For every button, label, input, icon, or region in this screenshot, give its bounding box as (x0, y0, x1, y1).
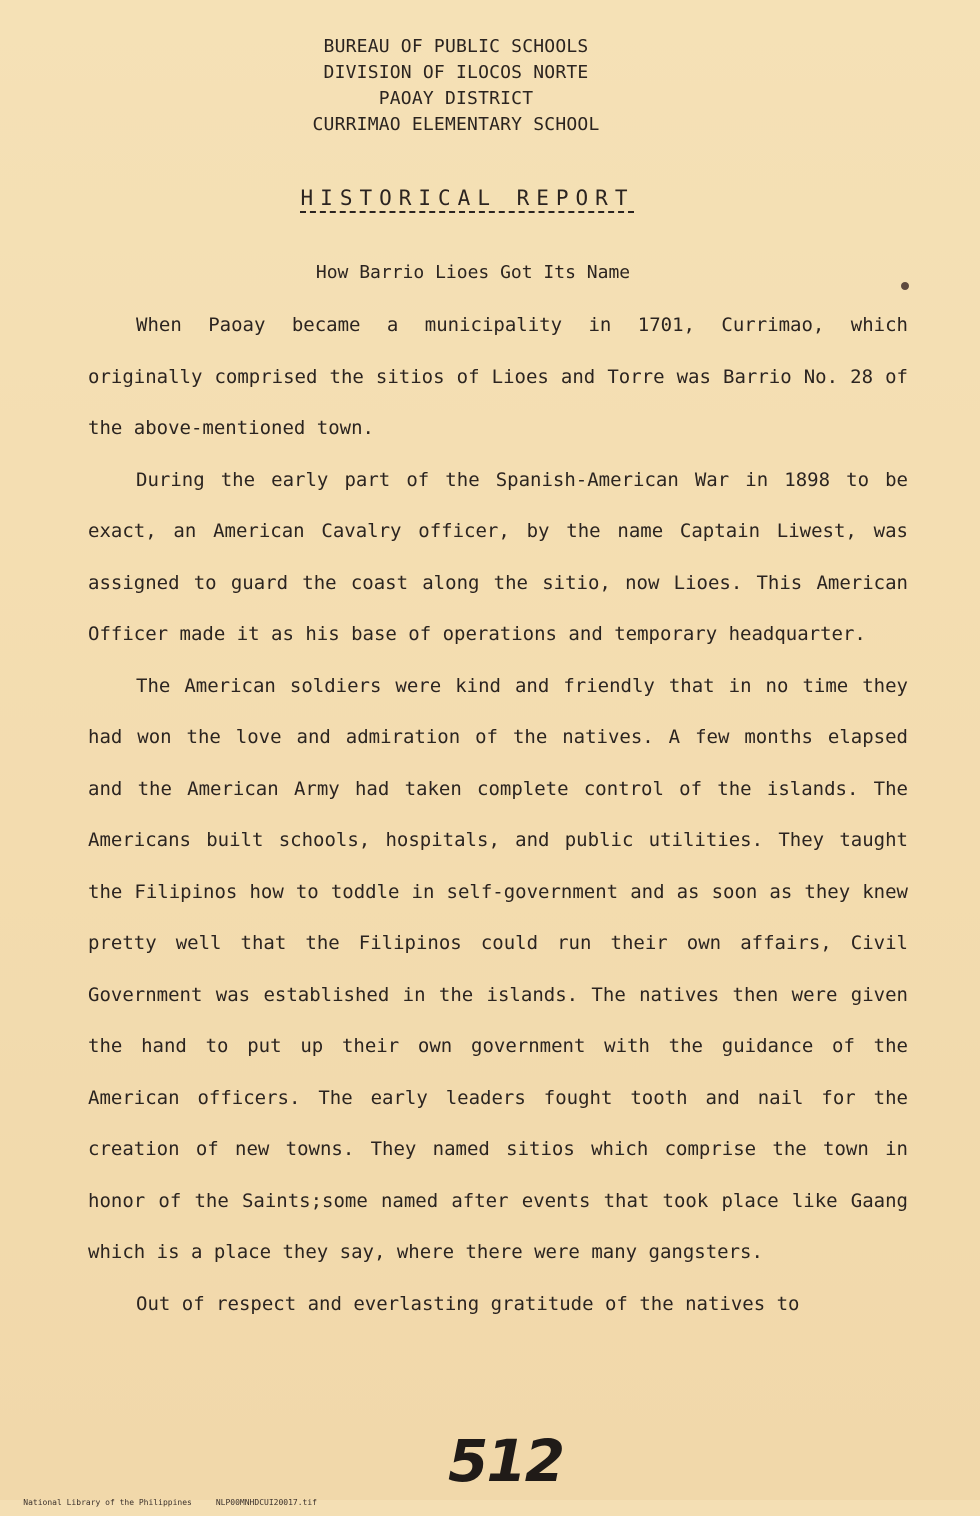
footer-library: National Library of the Philippines (23, 1498, 192, 1507)
paragraph-1: When Paoay became a municipality in 1701, Currimao, which originally comprised the sitios of Lioes and Torre was Barrio No. 28 of the above-mentioned town. (88, 314, 908, 439)
paragraph-2: During the early part of the Spanish-American War in 1898 to be exact, an American Cavalry officer, by the name Captain Liwest, was assigned to guard the coast along the sitio, now Lioes. This American Officer made it as his base of operations and temporary headquarter. (88, 468, 908, 645)
paragraph-4: Out of respect and everlasting gratitude of the natives to (136, 1292, 800, 1315)
report-subtitle: How Barrio Lioes Got Its Name (315, 262, 631, 283)
ink-spot (901, 282, 909, 290)
header-division: DIVISION OF ILOCOS NORTE (323, 62, 589, 83)
paragraph-3: The American soldiers were kind and friendly that in no time they had won the love and admiration of the natives. A few months elapsed and the American Army had taken complete control of the islands. The Americans built schools, hospitals, and public utilities. They taught the Filipinos how to toddle in self-government and as soon as they knew pretty well that the Filipinos could run their own affairs, Civil Government was established in the islands. The natives then were given the hand to put up their own government with the guidance of the American officers. The early leaders fought tooth and nail for the creation of new towns. They named sitios which comprise the town in honor of the Saints;some named after events that took place like Gaang which is a place they say, where there were many gangsters. (88, 674, 908, 1263)
footer-filename: NLP00MNHDCUI20017.tif (215, 1498, 317, 1507)
header-district: PAOAY DISTRICT (378, 88, 534, 109)
handwritten-page-number: 512 (448, 1427, 564, 1495)
scan-footer (4, 1489, 704, 1516)
report-title: HISTORICAL REPORT (300, 186, 635, 210)
document-header (0, 34, 912, 138)
header-bureau: BUREAU OF PUBLIC SCHOOLS (323, 36, 589, 57)
report-body (88, 300, 908, 1330)
header-school: CURRIMAO ELEMENTARY SCHOOL (312, 114, 600, 135)
